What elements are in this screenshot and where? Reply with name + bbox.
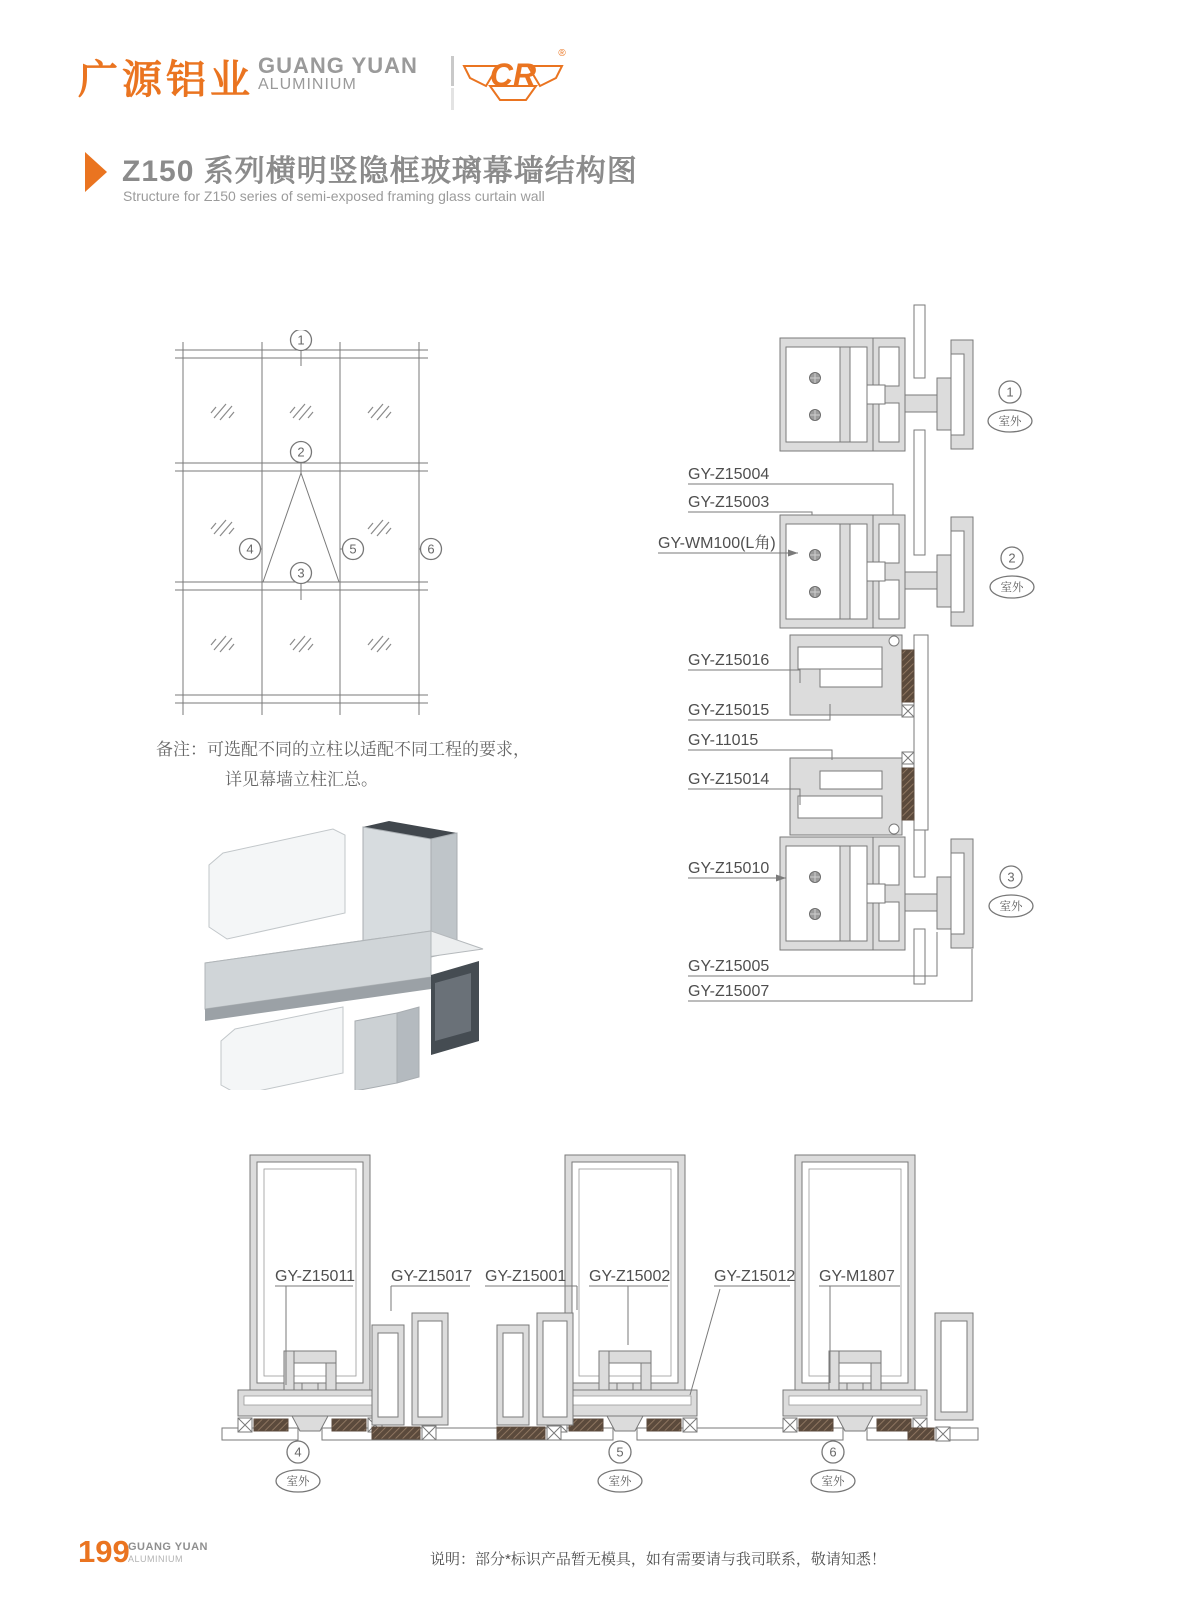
glass-strip [914,305,925,378]
part-label: GY-Z15014 [688,771,770,788]
vent-section [790,635,914,835]
vent-glass-strip [914,635,928,830]
part-label: GY-WM100(L角) [658,535,776,552]
detail-marker-4 [276,1441,320,1492]
marker-1: 1 [297,332,305,348]
footer-note: 说明：部分*标识产品暂无模具，如有需要请与我司联系，敬请知悉！ [430,1551,886,1568]
svg-text:4: 4 [294,1444,302,1460]
part-label: GY-Z15004 [688,466,770,483]
assembly-3d-render [195,815,515,1090]
detail-marker-1 [988,381,1032,432]
mullion-plan-detail-6 [783,1155,927,1432]
detail-marker-5 [598,1441,642,1492]
marker-5: 5 [349,541,357,557]
title-arrow-icon [85,152,107,192]
elevation-diagram [160,330,450,725]
part-label: GY-Z15012 [714,1268,796,1285]
page-title: Z150 系列横明竖隐框玻璃幕墙结构图 [122,155,638,188]
footer-brand-sub: ALUMINIUM [128,1553,184,1564]
cr-logo-text: CR [489,57,537,93]
footer-brand [128,1541,208,1564]
part-label: GY-Z15016 [688,652,770,669]
brand-sub-en: ALUMINIUM [258,76,357,94]
mullion-plan-detail-5 [553,1155,697,1432]
outdoor-tag: 室外 [286,1476,310,1488]
header-divider-light [451,88,454,110]
remark-line2: 详见幕墙立柱汇总。 [225,769,378,789]
detail-marker-6 [811,1441,855,1492]
detail-marker-3 [989,866,1033,917]
adapter-profile [372,1313,448,1440]
footer-brand-name: GUANG YUAN [128,1541,208,1553]
part-label: GY-Z15010 [688,860,770,877]
outdoor-tag: 室外 [1000,582,1024,594]
registered-mark: ® [558,48,566,59]
part-label: GY-Z15002 [589,1268,671,1285]
adapter-profile [497,1313,573,1440]
outdoor-tag: 室外 [998,416,1022,428]
part-label: GY-Z15011 [275,1268,356,1285]
mullion-plan-detail-4 [238,1155,382,1432]
marker-3: 3 [297,565,305,581]
svg-text:1: 1 [1006,384,1014,400]
mullion-section-detail-1 [780,338,973,451]
horizontal-section-diagram [640,300,1040,1010]
marker-2: 2 [297,444,305,460]
part-label: GY-Z15003 [688,494,770,511]
remark-note [156,735,530,795]
part-label: GY-Z15017 [391,1268,473,1285]
remark-line1: 备注：可选配不同的立柱以适配不同工程的要求， [156,740,530,759]
detail-marker-2 [990,547,1034,598]
marker-4: 4 [246,541,254,557]
cr-logo-icon [460,44,570,114]
part-label: GY-M1807 [819,1268,895,1285]
vertical-section-diagram [220,1095,980,1495]
page-subtitle: Structure for Z150 series of semi-exposed framing glass curtain wall [123,188,545,204]
page-number: 199 [78,1534,130,1569]
part-label: GY-Z15015 [688,702,770,719]
part-label: GY-11015 [688,732,759,749]
mullion-section-detail-2 [780,515,973,628]
svg-text:2: 2 [1008,550,1016,566]
part-label: GY-Z15001 [485,1268,567,1285]
outdoor-tag: 室外 [608,1476,632,1488]
outdoor-tag: 室外 [999,901,1023,913]
outdoor-tag: 室外 [821,1476,845,1488]
header-divider [451,56,454,86]
svg-text:3: 3 [1007,869,1015,885]
part-label: GY-Z15005 [688,958,770,975]
marker-6: 6 [427,541,435,557]
brand-name-en: GUANG YUAN [258,53,418,78]
svg-text:6: 6 [829,1444,837,1460]
glass-strip [914,830,925,877]
part-label: GY-Z15007 [688,983,770,1000]
brand-logo-chinese: 广源铝业 [78,58,254,102]
svg-text:5: 5 [616,1444,624,1460]
gasket [902,768,914,820]
gasket [902,650,914,702]
mullion-section-detail-3 [780,837,973,950]
brand-logo-english [258,54,418,94]
glass-strip [914,430,925,555]
